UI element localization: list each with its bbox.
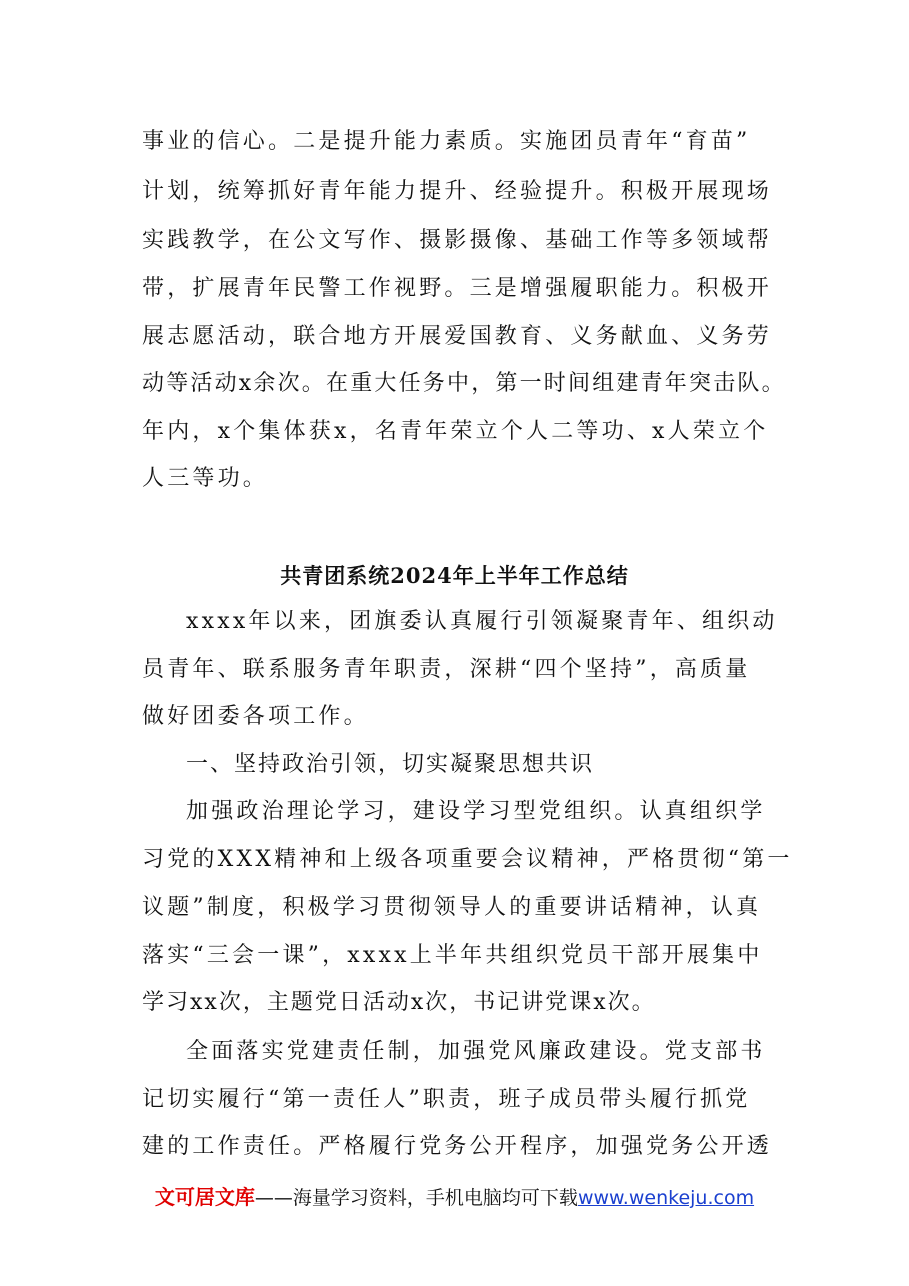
text-line: 员青年、联系服务青年职责，深耕“四个坚持”，高质量 xyxy=(142,657,751,682)
text-line: 建的工作责任。严格履行党务公开程序，加强党务公开透 xyxy=(142,1134,773,1159)
text-line: 计划，统筹抓好青年能力提升、经验提升。积极开展现场 xyxy=(142,179,773,204)
footer-url-link[interactable]: www.wenkeju.com xyxy=(577,1187,755,1209)
footer-brand: 文可居文库 xyxy=(154,1185,255,1209)
text-line: xxxx年以来，团旗委认真履行引领凝聚青年、组织动 xyxy=(186,609,778,634)
section-heading: 一、坚持政治引领，切实凝聚思想共识 xyxy=(186,752,595,777)
text-line: 人三等功。 xyxy=(142,466,269,491)
text-line: 事业的信心。二是提升能力素质。实施团员青年“育苗” xyxy=(142,129,751,154)
text-line: 习党的XXX精神和上级各项重要会议精神，严格贯彻“第一 xyxy=(142,847,793,872)
text-line: 记切实履行“第一责任人”职责，班子成员带头履行抓党 xyxy=(142,1087,751,1112)
text-line: 做好团委各项工作。 xyxy=(142,704,369,729)
text-line: 落实“三会一课”，xxxx上半年共组织党员干部开展集中 xyxy=(142,943,763,968)
text-line: 带，扩展青年民警工作视野。三是增强履职能力。积极开 xyxy=(142,276,773,301)
text-line: 展志愿活动，联合地方开展爱国教育、义务献血、义务劳 xyxy=(142,324,773,349)
text-line: 年内，x个集体获x，名青年荣立个人二等功、x人荣立个 xyxy=(142,419,769,444)
text-line: 议题”制度，积极学习贯彻领导人的重要讲话精神，认真 xyxy=(142,895,762,920)
text-line: 全面落实党建责任制，加强党风廉政建设。党支部书 xyxy=(186,1039,766,1064)
footer-tagline: ——海量学习资料，手机电脑均可下载 xyxy=(254,1187,578,1209)
text-line: 动等活动x余次。在重大任务中，第一时间组建青年突击队。 xyxy=(142,371,786,396)
text-line: 学习xx次，主题党日活动x次，书记讲党课x次。 xyxy=(142,990,656,1015)
text-line: 实践教学，在公文写作、摄影摄像、基础工作等多领域帮 xyxy=(142,228,773,253)
document-title: 共青团系统2024年上半年工作总结 xyxy=(280,563,629,588)
footer-banner xyxy=(0,1184,909,1211)
text-line: 加强政治理论学习，建设学习型党组织。认真组织学 xyxy=(186,799,766,824)
